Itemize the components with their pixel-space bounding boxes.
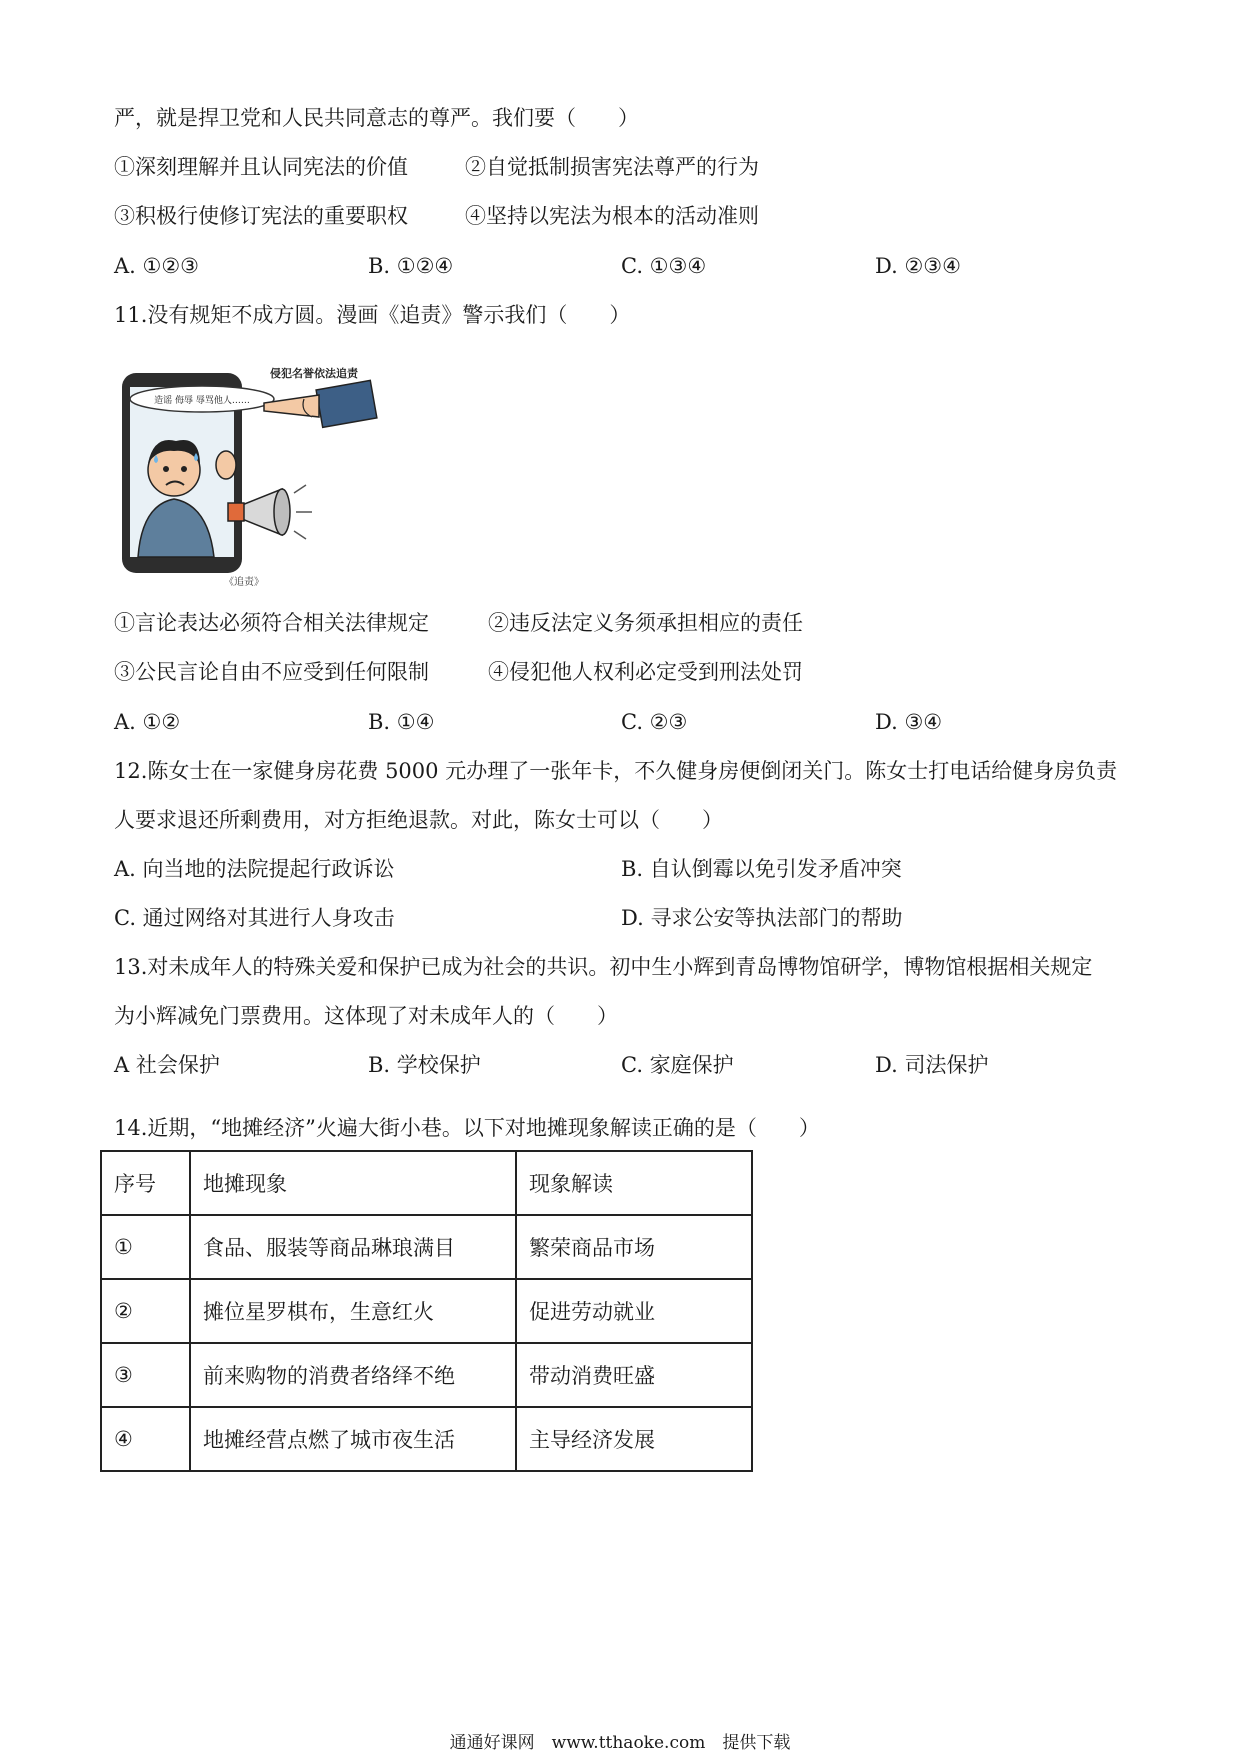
q10-option-b: B. ①②④ — [368, 254, 454, 278]
row-interpretation: 促进劳动就业 — [516, 1279, 752, 1343]
q10-stem: 严，就是捍卫党和人民共同意志的尊严。我们要（ ） — [114, 106, 639, 130]
cartoon-caption: 《追责》 — [224, 577, 264, 588]
q11-item-2: ②违反法定义务须承担相应的责任 — [488, 611, 803, 635]
row-index: ④ — [101, 1407, 190, 1471]
svg-text:造谣 侮辱 辱骂他人……: 造谣 侮辱 辱骂他人…… — [154, 396, 250, 406]
q11-option-d: D. ③④ — [875, 710, 943, 734]
table-row — [101, 1343, 752, 1407]
q13-option-a: A 社会保护 — [114, 1053, 220, 1077]
q12-stem-line-2: 人要求退还所剩费用，对方拒绝退款。对此，陈女士可以（ ） — [114, 808, 723, 832]
q10-option-a: A. ①②③ — [114, 254, 199, 278]
q11-option-c: C. ②③ — [621, 710, 688, 734]
row-interpretation: 繁荣商品市场 — [516, 1215, 752, 1279]
q13-option-b: B. 学校保护 — [368, 1053, 481, 1077]
q10-option-d: D. ②③④ — [875, 254, 961, 278]
q10-item-1: ①深刻理解并且认同宪法的价值 — [114, 155, 408, 179]
header-index: 序号 — [101, 1151, 190, 1215]
q10-item-4: ④坚持以宪法为根本的活动准则 — [465, 204, 759, 228]
q13-stem-line-2: 为小辉减免门票费用。这体现了对未成年人的（ ） — [114, 1004, 618, 1028]
q11-item-4: ④侵犯他人权利必定受到刑法处罚 — [488, 660, 803, 684]
q11-stem: 11.没有规矩不成方圆。漫画《追责》警示我们（ ） — [114, 303, 631, 327]
q10-item-3: ③积极行使修订宪法的重要职权 — [114, 204, 408, 228]
header-interpretation: 现象解读 — [516, 1151, 752, 1215]
table-header-row — [101, 1151, 752, 1215]
table-row — [101, 1407, 752, 1471]
row-phenomenon: 地摊经营点燃了城市夜生活 — [190, 1407, 516, 1471]
q10-item-2: ②自觉抵制损害宪法尊严的行为 — [465, 155, 759, 179]
q13-option-c: C. 家庭保护 — [621, 1053, 734, 1077]
row-phenomenon: 摊位星罗棋布，生意红火 — [190, 1279, 516, 1343]
page-footer: 通通好课网 www.tthaoke.com 提供下载 — [449, 1733, 791, 1753]
pointing-hand-icon — [264, 380, 377, 427]
header-phenomenon: 地摊现象 — [190, 1151, 516, 1215]
row-index: ③ — [101, 1343, 190, 1407]
cartoon-image — [114, 365, 379, 590]
q12-option-c: C. 通过网络对其进行人身攻击 — [114, 906, 395, 930]
q12-option-a: A. 向当地的法院提起行政诉讼 — [114, 857, 395, 881]
q11-item-1: ①言论表达必须符合相关法律规定 — [114, 611, 429, 635]
q12-option-d: D. 寻求公安等执法部门的帮助 — [621, 906, 903, 930]
q11-item-3: ③公民言论自由不应受到任何限制 — [114, 660, 429, 684]
table-row — [101, 1215, 752, 1279]
phenomenon-table — [100, 1150, 753, 1472]
q11-option-a: A. ①② — [114, 710, 181, 734]
row-phenomenon: 食品、服装等商品琳琅满目 — [190, 1215, 516, 1279]
q10-option-c: C. ①③④ — [621, 254, 707, 278]
row-index: ① — [101, 1215, 190, 1279]
q12-stem-line-1: 12.陈女士在一家健身房花费 5000 元办理了一张年卡，不久健身房便倒闭关门。陈女士打电话给健身房负责 — [114, 759, 1118, 783]
row-phenomenon: 前来购物的消费者络绎不绝 — [190, 1343, 516, 1407]
row-index: ② — [101, 1279, 190, 1343]
q11-option-b: B. ①④ — [368, 710, 435, 734]
table-row — [101, 1279, 752, 1343]
sign-text: 侵犯名誉依法追责 — [270, 367, 358, 380]
row-interpretation: 主导经济发展 — [516, 1407, 752, 1471]
q13-option-d: D. 司法保护 — [875, 1053, 989, 1077]
row-interpretation: 带动消费旺盛 — [516, 1343, 752, 1407]
q14-stem: 14.近期，“地摊经济”火遍大街小巷。以下对地摊现象解读正确的是（ ） — [114, 1116, 820, 1140]
q12-option-b: B. 自认倒霉以免引发矛盾冲突 — [621, 857, 902, 881]
q13-stem-line-1: 13.对未成年人的特殊关爱和保护已成为社会的共识。初中生小辉到青岛博物馆研学，博物馆根据相关规定 — [114, 955, 1093, 979]
